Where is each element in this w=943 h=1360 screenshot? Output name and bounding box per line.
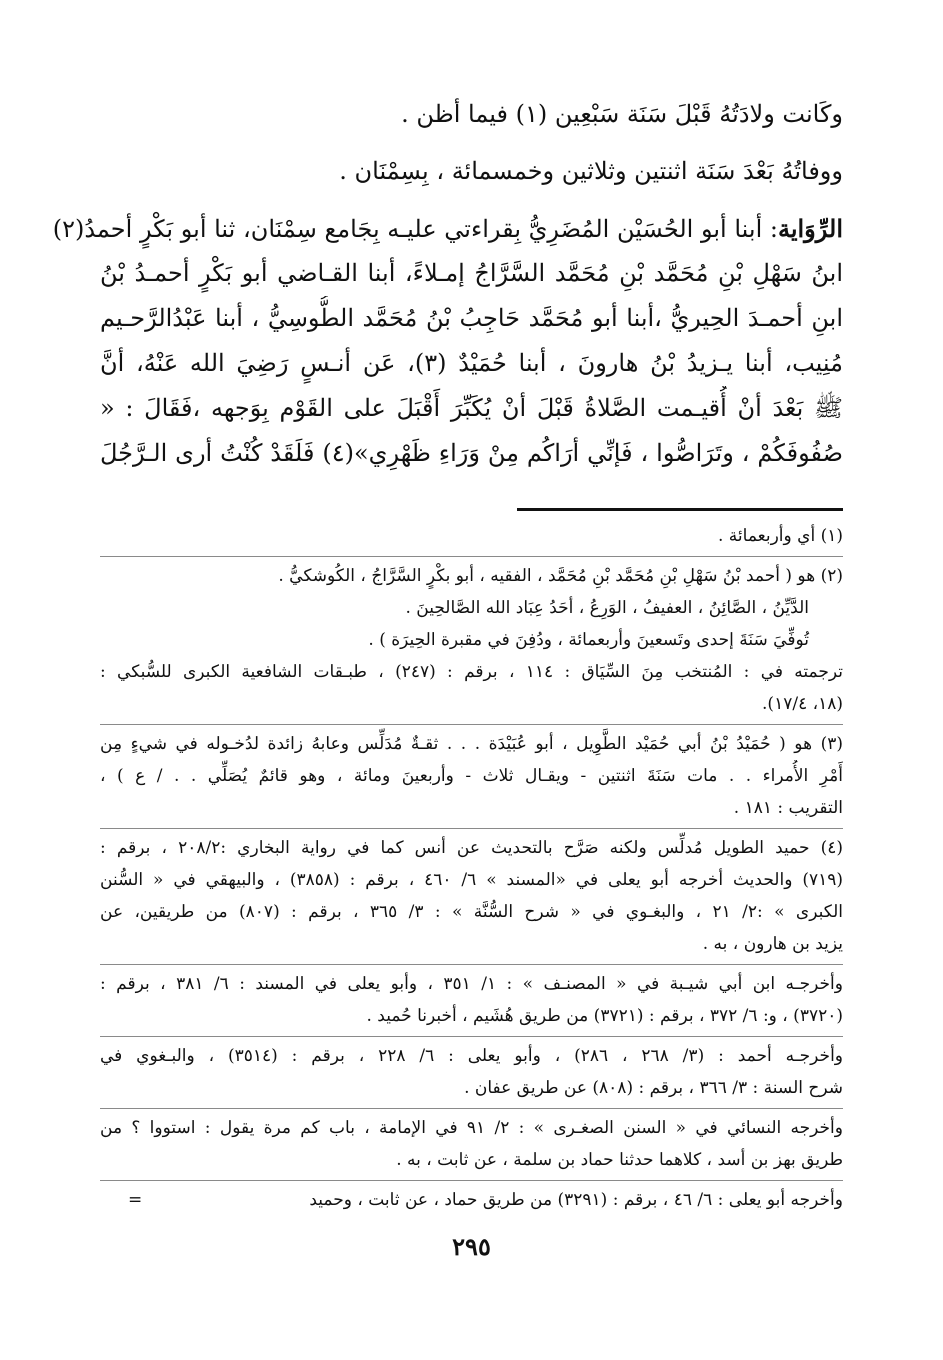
main-text-block — [52, 92, 843, 476]
footnote-2 — [100, 557, 843, 725]
footnote-line: ترجمته في : المُنتخب مِنَ السِّيَاق : ١١٤ ، برقم : (٢٤٧) ، طبـقات الشافعية الكبرى للسُّبكي : — [100, 662, 843, 682]
footnote-4-continued-a — [100, 965, 843, 1037]
footnote-4-continued-b — [100, 1037, 843, 1109]
footnote-line: الكبرى » :٢/ ٢١ ، والبغـوي في « شرح السُّنَّة » : ٣/ ٣٦٥ ، برقم : (٨٠٧) من طريقين، عن — [100, 902, 843, 922]
footnote-line: شرح السنة : ٣/ ٣٦٦ ، برقم : (٨٠٨) عن طريق عفان . — [464, 1078, 843, 1098]
footnote-line: وأخرجـه أحمد : (٣/ ٢٦٨ ، ٢٨٦) ، وأبو يعلى : ٦/ ٢٢٨ ، برقم : (٣٥١٤) ، والبـغوي في — [100, 1046, 843, 1066]
footnote-4-continued-c — [100, 1109, 843, 1181]
continuation-mark: = — [128, 1190, 143, 1210]
riwaya-line: مُنِيب، أبنا يـزيدُ بْنُ هارونَ ، أبنا حُمَيْدٌ (٣)، عَن أنـسٍ رَضِيَ الله عَنْهُ، أنَّ — [100, 349, 843, 377]
footnote-line: (٣) هو ( حُمَيْدُ بْنُ أبي حُمَيْد الطَّوِيل ، أبو عُبَيْدَة . . . ثقـةٌ مُدَلِّس وعابهُ زائدة لدُخـوله في شيءٍ مِن — [100, 734, 843, 754]
footnote-line: (١) أي وأربعمائة . — [718, 526, 843, 546]
footnote-line: (٤) حميد الطويل مُدلِّس ولكنه صَرَّح بالتحديث عن أنس كما في رواية البخاري :٢٠٨/٢ ، برقم : — [100, 838, 843, 858]
footnote-line: الدَّيِّنُ ، الصَّائِنُ ، العفيفُ ، الوَرِعُ ، أحَدُ عِبَاد الله الصَّالحِينَ . — [405, 598, 809, 618]
footnote-line: (٢) هو ( أحمد بْنُ سَهْلِ بْنِ مُحَمَّد بْنِ مُحَمَّد ، الفقيه ، أبو بكْرٍ السَّرَّاجُ ، الكُوشكيُّ . — [278, 566, 843, 586]
footnote-4-continued-d — [100, 1181, 843, 1220]
riwaya-first-line — [52, 206, 843, 251]
riwaya-line: صُفُوفَكُمْ ، وتَرَاصُّوا ، فَإنِّي أرَاكُم مِنْ وَرَاءِ ظَهْرِي»(٤) فَلَقَدْ كُنْتُ أرى الـرَّجُلَ — [100, 439, 843, 467]
footnote-4 — [100, 829, 843, 965]
footnote-line: يزيد بن هارون ، به . — [702, 934, 843, 954]
footnote-line: (١٨، ١٧/٤). — [762, 694, 843, 714]
riwaya-heading: الرِّوَاية — [777, 214, 843, 243]
footnote-last-text: وأخرجه أبو يعلى : ٦/ ٤٦ ، برقم : (٣٢٩١) من طريق حماد ، عن ثابت ، وحميد — [309, 1190, 843, 1210]
riwaya-first-text: : أبنا أبو الحُسَيْن المُضَرِيُّ بِقراءتي عليـه بِجَامع سِمْنَان، ثنا أبو بَكْرٍ أحمدُ(٢) — [52, 215, 778, 243]
birth-line: وكَانت ولادَتُهُ قَبْلَ سَنَة سَبْعِين (١) فيما أظن . — [401, 100, 843, 128]
footnote-line: وأخرجه النسائي في « السنن الصغـرى » : ٢/ ٩١ في الإمامة ، باب كم مرة يقول : استووا ؟ من — [100, 1118, 843, 1138]
footnote-line-last — [100, 1184, 843, 1216]
riwaya-line: ابنُ سَهْلِ بْنِ مُحَمَّد بْنِ مُحَمَّد السَّرَّاجُ إمـلاءً، أبنا القـاضي أبو بَكْرٍ أحمـدُ بْنُ — [100, 259, 843, 287]
footnote-line: أَمْرِ الأُمراء . . مات سَنَةَ اثنتين - ويقـال ثلاث - وأربعينَ ومائة ، وهو قائمٌ يُصَلِّي . . / ع ) ، — [100, 766, 843, 786]
footnote-line: التقريب : ١٨١ . — [733, 798, 843, 818]
footnote-line: وأخرجـه ابن أبي شيـبة في « المصنـف » : ١/ ٣٥١ ، وأبو يعلى في المسند : ٦/ ٣٨١ ، برقم : — [100, 974, 843, 994]
riwaya-line: ﷺ بَعْدَ أنْ أُقيـمت الصَّلاةُ قَبْلَ أنْ يُكَبِّرَ أَقْبَلَ على القَوْم بِوَجهه ،فَقَالَ : « — [100, 394, 843, 422]
footnote-divider — [517, 508, 843, 511]
footnote-line: (٧١٩) والحديث أخرجه أبو يعلى في «المسند » ٦/ ٤٦٠ ، برقم : (٣٨٥٨) ، والبيهقي في « السُّنن — [100, 870, 843, 890]
footnote-line: تُوفِّيَ سَنَةَ إحدى وتَسعينَ وأربعمائة ، ودُفِنَ في مقبرة الحِيرَة ) . — [368, 630, 809, 650]
footnote-1 — [100, 517, 843, 557]
footnotes-block — [100, 517, 843, 1220]
page-number: ٢٩٥ — [452, 1232, 491, 1261]
footnote-line: طريق بهز بن أسد ، كلاهما حدثنا حماد بن سلمة ، عن ثابت ، به . — [396, 1150, 843, 1170]
footnote-3 — [100, 725, 843, 829]
death-line: ووفاتُهُ بَعْدَ سَنَة اثنتين وثلاثين وخمسمائة ، بِسِمْنَان . — [339, 157, 843, 185]
footnote-line: (٣٧٢٠) ، و: ٦/ ٣٧٢ ، برقم : (٣٧٢١) من طريق هُشَيم ، أخبرنا حُميد . — [366, 1006, 843, 1026]
riwaya-line: ابنِ أحمـدَ الحِيريُّ ،أبنا أبو مُحَمَّد حَاجِبُ بْنُ مُحَمَّد الطُّوسِيُّ ، أبنا عَبْدُالرَّحـيم — [100, 304, 843, 332]
